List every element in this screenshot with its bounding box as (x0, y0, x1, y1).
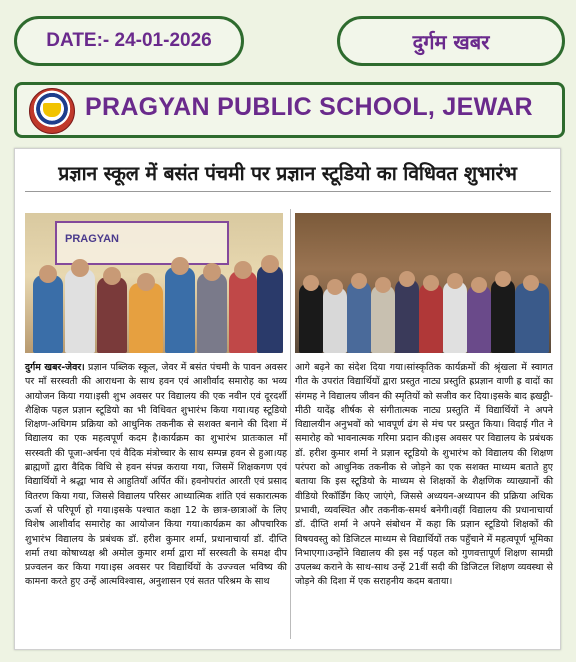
newspaper-source-label: दुर्गम खबर (337, 16, 565, 66)
headline-rule (25, 191, 551, 192)
newspaper-clipping (14, 148, 561, 650)
article-column-right (295, 361, 553, 590)
stage-banner-text: PRAGYAN (65, 233, 119, 245)
article-headline: प्रज्ञान स्कूल में बसंत पंचमी पर प्रज्ञान स्टूडियो का विधिवत शुभारंभ (58, 162, 517, 185)
event-photo-right (295, 213, 551, 353)
article-column-left (25, 361, 287, 590)
article-body-left: प्रज्ञान पब्लिक स्कूल, जेवर में बसंत पंचमी के पावन अवसर पर माँ सरस्वती की आराधना के साथ हवन एवं आशीर्वाद समारोह का भव्य आयोजन किया गया।इसी शुभ अवसर पर विद्यालय की एक नवीन एवं दूरदर्शी शैक्षिक पहल प्रज्ञान स्टूडियो का भी विधिवत शुभारंभ किया गया।यह स्टूडियो शिक्षण-अधिगम प्रक्रिया को आधुनिक तकनीक से सशक्त बनाने की दिशा में विद्यालय का एक महत्वपूर्ण कदम है।कार्यक्रम का शुभारंभ प्रातःकाल माँ सरस्वती की पूजा-अर्चना एवं वैदिक मंत्रोच्चार के साथ सम्पन्न हवन से हुआ।यह ब्राह्मणों द्वारा वैदिक विधि से हवन संपन्न कराया गया, जिसमें शिक्षकगण एवं विद्यार्थियों ने श्रद्धा भाव से आहुतियाँ अर्पित कीं। हवनोपरांत आरती एवं प्रसाद वितरण किया गया, जिससे विद्यालय परिसर आध्यात्मिक शांति एवं सकारात्मक ऊर्जा से परिपूर्ण हो गया।इसके पश्चात कक्षा 12 के छात्र-छात्राओं के लिए विशेष आशीर्वाद समारोह का आयोजन किया गया।कार्यक्रम का औपचारिक शुभारंभ विद्यालय के प्रबंधक डॉ. हरीश कुमार शर्मा, प्रधानाचार्या डॉ. दीप्ति शर्मा तथा कोषाध्यक्ष श्री अमोल कुमार शर्मा द्वारा माँ सरस्वती के समक्ष दीप प्रज्वलन कर किया गया।इस अवसर पर विद्यार्थियों के उज्ज्वल भविष्य की कामना करते हुए उन्हें आत्मविश्वास, अनुशासन एवं सतत परिश्रम के साथ (25, 362, 287, 588)
school-banner (14, 82, 565, 138)
school-logo-icon (29, 88, 75, 134)
column-divider (290, 209, 291, 639)
article-body-right: आगे बढ़ने का संदेश दिया गया।सांस्कृतिक कार्यक्रमों की श्रृंखला में स्वागत गीत के उपरांत विद्यार्थियों द्वारा प्रस्तुत नाट्य प्रस्तुति ह्रप्रज्ञान वाणी ह्र वादों का संगमह ने विद्यालय जीवन की स्मृतियों को सजीव कर दिया।इसके बाद ह्रखट्टी-मीठी यादेंह्र शीर्षक से संगीतात्मक नाट्य प्रस्तुति में विद्यार्थियों ने अपने विद्यालयीन अनुभवों को भावपूर्ण ढंग से मंच पर प्रस्तुत किया। विदाई गीत ने समारोह को भावनात्मक गरिमा प्रदान की।इस अवसर पर विद्यालय के प्रबंधक डॉ. हरीश कुमार शर्मा ने प्रज्ञान स्टूडियो के शुभारंभ को विद्यालय की शिक्षण परंपरा को आधुनिक तकनीक से जोड़ने का एक सशक्त माध्यम बताते हुए बताया कि इस स्टूडियो के माध्यम से शिक्षकों के शैक्षणिक व्याख्यानों की वीडियो रिकॉर्डिंग किए जाएंगे, जिससे अध्ययन-अध्यापन की प्रक्रिया अधिक प्रभावी, व्यवस्थित और तकनीक-समर्थ बनेगी।वहीं विद्यालय की प्रधानाचार्या डॉ. दीप्ति शर्मा ने अपने संबोधन में कहा कि प्रज्ञान स्टूडियो शिक्षकों की विषयवस्तु को डिजिटल माध्यम से विद्यार्थियों तक पहुँचाने में महत्वपूर्ण भूमिका निभाएगा।उन्होंने विद्यालय की इस नई पहल को गुणवत्तापूर्ण शिक्षण सामग्री उपलब्ध कराने के साथ-साथ उन्हें 21वीं सदी की डिजिटल शिक्षण व्यवस्था से जोड़ने की दिशा में एक सराहनीय कदम बताया। (295, 362, 553, 588)
date-label: DATE:- 24-01-2026 (14, 16, 244, 66)
event-photo-left (25, 213, 283, 353)
article-byline: दुर्गम खबर-जेवर। (25, 362, 85, 373)
school-name: PRAGYAN PUBLIC SCHOOL, JEWAR (85, 93, 533, 121)
